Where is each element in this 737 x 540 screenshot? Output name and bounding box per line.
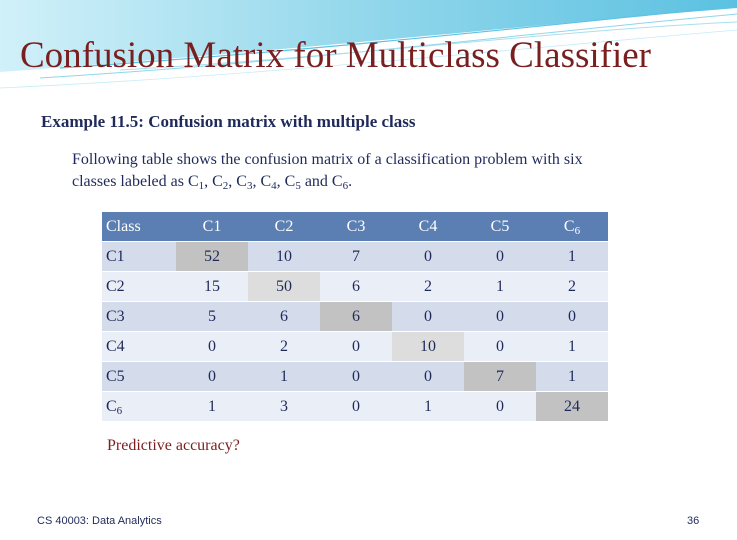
matrix-cell-diagonal: 24 [536,392,608,422]
matrix-cell-diagonal: 50 [248,272,320,302]
matrix-cell: 0 [320,362,392,392]
matrix-cell: 1 [536,242,608,272]
matrix-cell: 1 [248,362,320,392]
corner-cell: Class [102,212,176,242]
matrix-cell-diagonal: 6 [320,302,392,332]
matrix-cell-diagonal: 7 [464,362,536,392]
table-row [102,242,608,272]
confusion-matrix-table [102,212,608,422]
table-row [102,332,608,362]
row-label: C4 [102,332,176,362]
matrix-cell: 15 [176,272,248,302]
matrix-cell: 0 [176,362,248,392]
matrix-cell: 0 [392,242,464,272]
matrix-cell: 1 [392,392,464,422]
table-row [102,302,608,332]
matrix-cell: 7 [320,242,392,272]
matrix-cell: 6 [320,272,392,302]
slide-title: Confusion Matrix for Multiclass Classifier [20,35,651,76]
matrix-cell: 0 [176,332,248,362]
row-label: C3 [102,302,176,332]
matrix-cell: 0 [464,392,536,422]
matrix-cell: 6 [248,302,320,332]
row-label: C5 [102,362,176,392]
table-row [102,392,608,422]
matrix-cell: 0 [536,302,608,332]
matrix-cell: 2 [248,332,320,362]
matrix-cell: 0 [320,332,392,362]
example-heading: Example 11.5: Confusion matrix with multiple class [41,112,416,131]
matrix-cell: 0 [464,242,536,272]
matrix-cell-diagonal: 10 [392,332,464,362]
page-number: 36 [687,515,700,527]
matrix-cell: 0 [464,302,536,332]
column-header: C3 [320,212,392,242]
matrix-cell: 2 [536,272,608,302]
column-header: C5 [464,212,536,242]
matrix-cell: 10 [248,242,320,272]
column-header: $C_6$ [536,212,608,242]
row-label: C1 [102,242,176,272]
matrix-cell: 2 [392,272,464,302]
matrix-cell: 1 [176,392,248,422]
table-row [102,362,608,392]
table-header-row [102,212,608,242]
row-label: $C_6$ [102,392,176,422]
column-header: C1 [176,212,248,242]
matrix-cell: 0 [464,332,536,362]
description-text [72,149,672,193]
matrix-cell: 1 [536,362,608,392]
matrix-cell: 1 [536,332,608,362]
matrix-cell-diagonal: 52 [176,242,248,272]
question-text: Predictive accuracy? [107,437,240,454]
matrix-cell: 3 [248,392,320,422]
matrix-cell: 1 [464,272,536,302]
footer-course: CS 40003: Data Analytics [37,515,162,527]
matrix-cell: 0 [392,362,464,392]
row-label: C2 [102,272,176,302]
column-header: C4 [392,212,464,242]
column-header: C2 [248,212,320,242]
matrix-cell: 0 [392,302,464,332]
table-row [102,272,608,302]
matrix-cell: 0 [320,392,392,422]
description-line-2: classes labeled as $C_1$, $C_2$, $C_3$, $C_4$, $C_5$ and $C_6$. [72,173,353,192]
description-line-1: Following table shows the confusion matrix of a classification problem with six [72,151,583,168]
matrix-cell: 5 [176,302,248,332]
